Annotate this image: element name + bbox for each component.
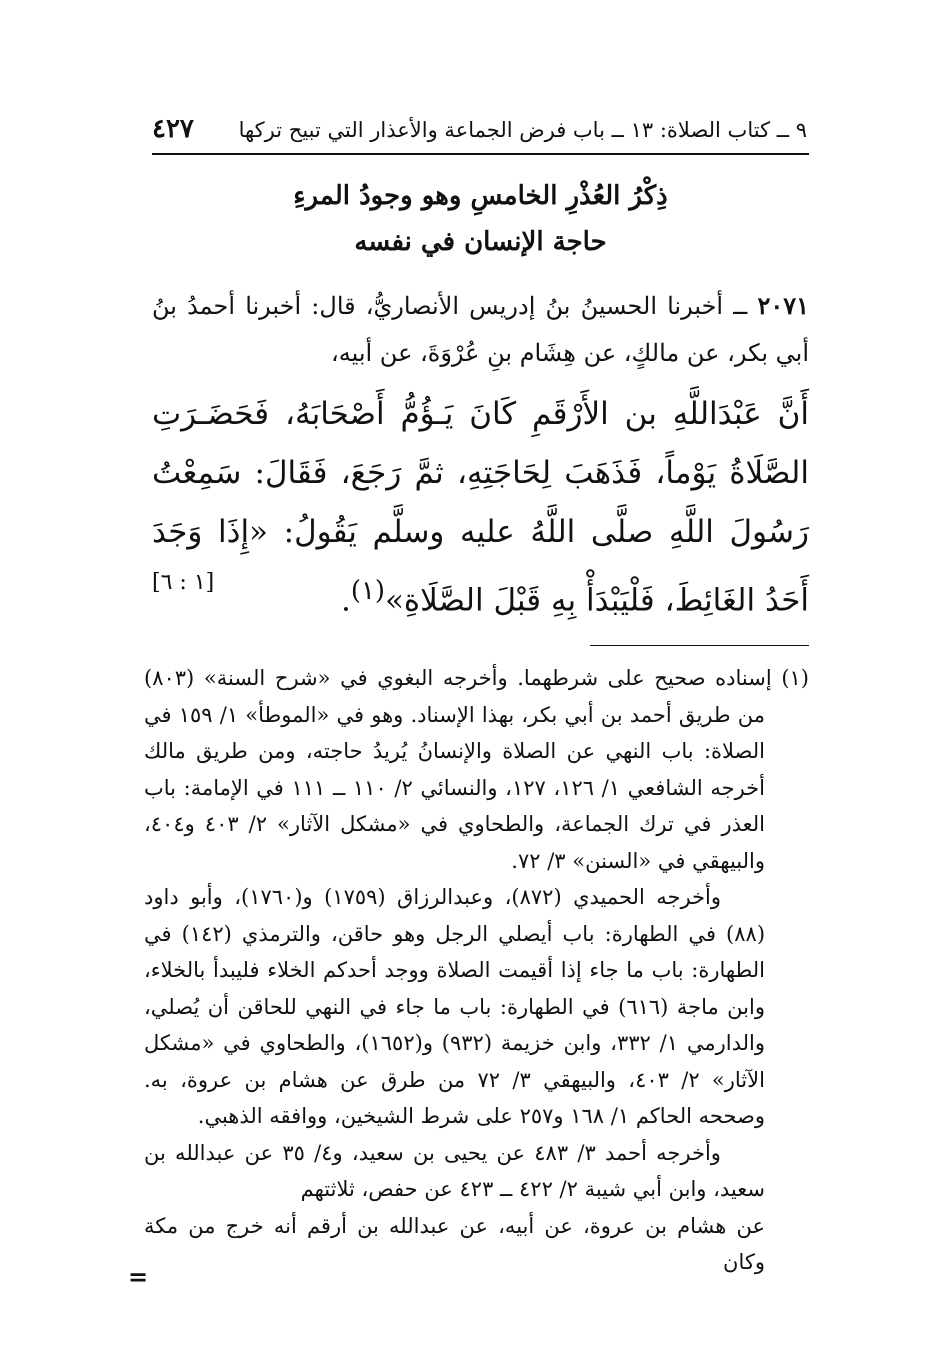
hadith-isnad [152, 282, 809, 377]
running-header-title: ٩ ــ كتاب الصلاة: ١٣ ــ باب فرض الجماعة والأعذار التي تبيح تركها [238, 118, 807, 142]
reference-tag: [١ : ٦] [152, 570, 215, 595]
footnote-divider [590, 645, 809, 646]
page-number: ٤٢٧ [152, 114, 194, 144]
footnote-paragraph: وأخرجه أحمد ٣/ ٤٨٣ عن يحيى بن سعيد، و٤/ ٣٥ عن عبدالله بن سعيد، وابن أبي شيبة ٢/ ٤٢٢ ــ ٤٢٣ عن حفص، ثلاثتهم [144, 1140, 765, 1201]
header-divider [152, 153, 809, 155]
footnotes-section [144, 660, 809, 1281]
chapter-heading-line-2: حاجة الإنسان في نفسه [354, 227, 607, 257]
footnote-1 [144, 660, 809, 879]
matn-end-mark: . [341, 582, 351, 619]
footnote-paragraph: عن هشام بن عروة، عن أبيه، عن عبدالله بن أرقم أنه خرج من مكة وكان [144, 1213, 765, 1274]
footnote-marker: (١) [781, 666, 809, 690]
isnad-text: ــ أخبرنا الحسينُ بنُ إدريس الأنصاريُّ، قال: أخبرنا أحمدُ بنُ أبي بكر، عن مالكٍ، عن هِشَام بنِ عُرْوَةَ، عن أبيه، [152, 292, 809, 367]
matn-text: أَنَّ عَبْدَاللَّهِ بن الأَرْقَمِ كَانَ يَـؤُمُّ أَصْحَابَهُ، فَحَضَـرَتِ الصَّلَاةُ يَوْماً، فَذَهَبَ لِحَاجَتِهِ، ثمَّ رَجَعَ، فَقَالَ: سَمِعْتُ رَسُولَ اللَّهِ صلَّى اللَّهُ عليه وسلَّم يَقُولُ: «إِذَا وَجَدَ أَحَدُ الغَائِطَ، فَلْيَبْدَأْ بِهِ قَبْلَ الصَّلَاةِ» [152, 396, 809, 619]
hadith-number: ٢٠٧١ [757, 291, 809, 320]
hadith-matn [152, 385, 809, 630]
continuation-mark: = [128, 1262, 149, 1291]
footnote-paragraph: وأخرجه الحميدي (٨٧٢)، وعبدالرزاق (١٧٥٩) و(١٧٦٠)، وأبو داود (٨٨) في الطهارة: باب أيصلي الرجل وهو حاقن، والترمذي (١٤٢) في الطهارة: باب ما جاء إذا أقيمت الصلاة ووجد أحدكم الخلاء فليبدأ بالخلاء، وابن ماجة (٦١٦) في الطهارة: باب ما جاء في النهي للحاقن أن يُصلي، والدارمي ١/ ٣٣٢، وابن خزيمة (٩٣٢) و(١٦٥٢)، والطحاوي في «مشكل الآثار» ٢/ ٤٠٣، والبيهقي ٣/ ٧٢ من طرق عن هشام بن عروة، به. وصححه الحاكم ١/ ١٦٨ و٢٥٧ على شرط الشيخين، ووافقه الذهبي. [144, 885, 766, 1128]
chapter-heading-line-1: ذِكْرُ العُذْرِ الخامسِ وهو وجودُ المرءِ [293, 181, 668, 211]
footnote-reference[interactable]: (١) [350, 576, 385, 606]
footnote-text: إسناده صحيح على شرطهما. وأخرجه البغوي في «شرح السنة» (٨٠٣) من طريق أحمد بن أبي بكر، بهذا الإسناد. وهو في «الموطأ» ١/ ١٥٩ في الصلاة: باب النهي عن الصلاة والإنسانُ يُريدُ حاجته، ومن طريق مالك أخرجه الشافعي ١/ ١٢٦، ١٢٧، والنسائي ٢/ ١١٠ ــ ١١١ في الإمامة: باب العذر في ترك الجماعة، والطحاوي في «مشكل الآثار» ٢/ ٤٠٣ و٤٠٤، والبيهقي في «السنن» ٣/ ٧٢. [144, 666, 772, 873]
